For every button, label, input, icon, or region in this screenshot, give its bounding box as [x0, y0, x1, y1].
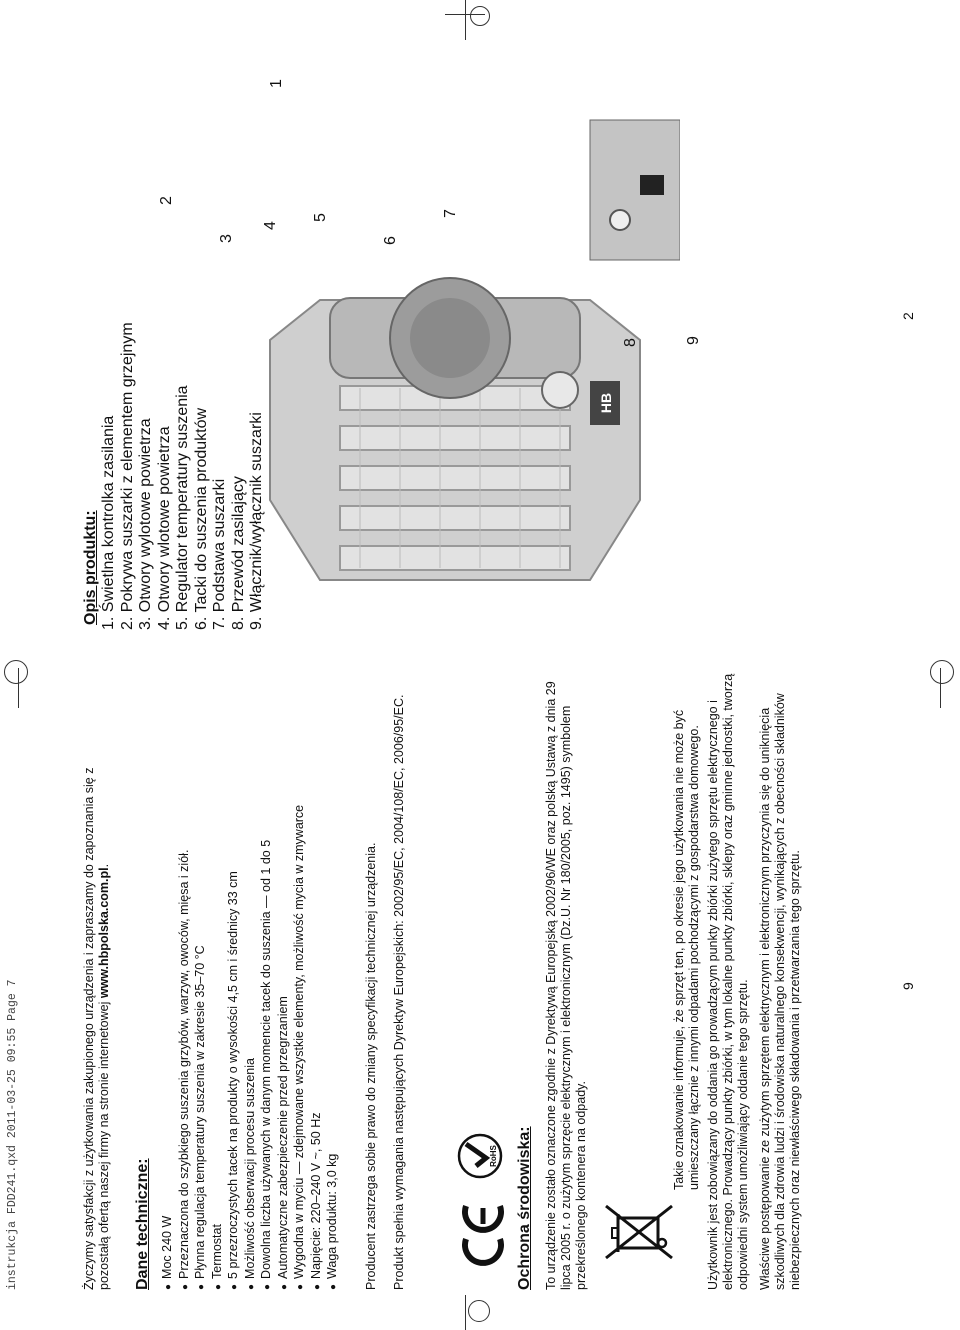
callout-4: 4: [262, 221, 279, 230]
environment-paragraph-1: To urządzenie zostało oznaczone zgodnie z Dyrektywą Europejską 2002/96/WE oraz polską Ustawą z dnia 29 lipca 2005 r. o zużytym sprzęcie elektrycznym i elektronicznym (Dz.U. Nr 180/2005, poz. 1495) symbolem przekreślonego kontenera na odpady.: [544, 681, 588, 1290]
spec-item: ● Moc 240 W: [160, 670, 177, 1290]
callout-5: 5: [312, 213, 329, 222]
file-header: instrukcja FDD241.qxd 2011-03-25 09:55 Page 7: [6, 979, 19, 1290]
spec-item: ● Przeznaczona do szybkiego suszenia grzybów, warzyw, owoców, mięsa i ziół.: [177, 670, 194, 1290]
parts-list: [100, 30, 267, 630]
callout-8: 8: [622, 338, 639, 347]
environment-paragraph-3: Użytkownik jest zobowiązany do oddania go prowadzącym punkty zbiórki zużytego sprzętu elektrycznego i elektronicznego. Prowadzący punkty zbiórki, w tym lokalne punkty zbiórki, sklepy oraz gminne jednostki, tworzą odpowiedni system umożliwiający oddanie tego sprzętu.: [706, 673, 750, 1290]
part-item: 1. Świetlna kontrolka zasilania: [100, 415, 117, 630]
spec-item: ● Waga produktu: 3,0 kg: [325, 670, 342, 1290]
callout-3: 3: [218, 234, 235, 243]
part-item: 9. Włącznik/wyłącznik suszarki: [248, 412, 265, 630]
callout-2: 2: [158, 196, 175, 205]
environment-title: Ochrona środowiska:: [516, 1126, 533, 1290]
website-link[interactable]: www.hbpolska.com.pl: [97, 867, 111, 999]
manufacturer-note: Producent zastrzega sobie prawo do zmiany specyfikacji technicznej urządzenia.: [364, 842, 378, 1290]
spec-item: ● Wygodna w myciu — zdejmowane wszystkie elementy, możliwość mycia w zmywarce: [292, 670, 309, 1290]
intro-prefix: Życzymy satysfakcji z użytkowania zakupionego urządzenia i zapraszamy do zapoznania się z pozostałą ofertą naszej firmy na stronie internetowej: [82, 767, 111, 1290]
part-item: 2. Pokrywa suszarki z elementem grzejnym: [118, 322, 136, 630]
product-title: Opis produktu:: [82, 510, 99, 625]
specs-title: Dane techniczne:: [134, 1158, 151, 1290]
spec-item: ● 5 przezroczystych tacek na produkty o wysokości 4,5 cm i średnicy 33 cm: [226, 670, 243, 1290]
dryer-illustration: [260, 80, 680, 640]
spec-item: ● Napięcie: 220–240 V ~, 50 Hz: [309, 670, 326, 1290]
part-item: 3. Otwory wylotowe powietrza: [137, 418, 154, 630]
environment-paragraph-2: Takie oznakowanie informuje, że sprzęt ten, po okresie jego użytkowania nie może być umieszczany łącznie z innymi odpadami pochodzącymi z gospodarstwa domowego.: [672, 709, 701, 1190]
callout-1: 1: [268, 79, 285, 88]
environment-paragraph-4: Właściwe postępowanie ze zużytym sprzętem elektrycznym i elektronicznym przyczynia się do uniknięcia szkodliwych dla zdrowia ludzi i środowiska naturalnego konsekwencji, wynikających z obecności składników niebezpiecznych oraz niewłaściwego składowania i przetwarzania tego sprzętu.: [758, 693, 802, 1290]
callout-7: 7: [442, 209, 459, 218]
brand-logo: HB: [598, 392, 614, 414]
spec-item: ● Automatyczne zabezpieczenie przed przegrzaniem: [276, 670, 293, 1290]
part-item: 4. Otwory wlotowe powietrza: [155, 426, 173, 630]
directives-note: Produkt spełnia wymagania następujących Dyrektyw Europejskich: 2002/95/EC, 2004/108/EC, 2006/95/EC.: [392, 694, 406, 1290]
spec-item: ● Dowolna liczba używanych w danym momencie tacek do suszenia — od 1 do 5: [259, 670, 276, 1290]
rohs-label: RoHS: [489, 1145, 498, 1167]
callout-9: 9: [685, 336, 702, 345]
specs-list: [160, 670, 342, 1290]
intro-suffix: .: [97, 863, 111, 868]
part-item: 6. Tacki do suszenia produktów: [192, 407, 210, 630]
spec-item: ● Termostat: [210, 670, 227, 1290]
part-item: 5. Regulator temperatury suszenia: [174, 385, 191, 630]
page-number-right: 2: [900, 312, 916, 320]
ce-mark: [462, 1200, 504, 1270]
part-item: 7. Podstawa suszarki: [211, 478, 228, 630]
weee-bin-icon: [604, 1204, 674, 1260]
spec-item: ● Możliwość obserwacji procesu suszenia: [243, 670, 260, 1290]
rohs-mark: [456, 1132, 504, 1180]
intro-text: [82, 730, 112, 1290]
part-item: 8. Przewód zasilający: [229, 476, 247, 630]
spec-item: ● Płynna regulacja temperatury suszenia w zakresie 35–70 °C: [193, 670, 210, 1290]
page-number-left: 9: [900, 982, 916, 990]
callout-6: 6: [382, 236, 399, 245]
